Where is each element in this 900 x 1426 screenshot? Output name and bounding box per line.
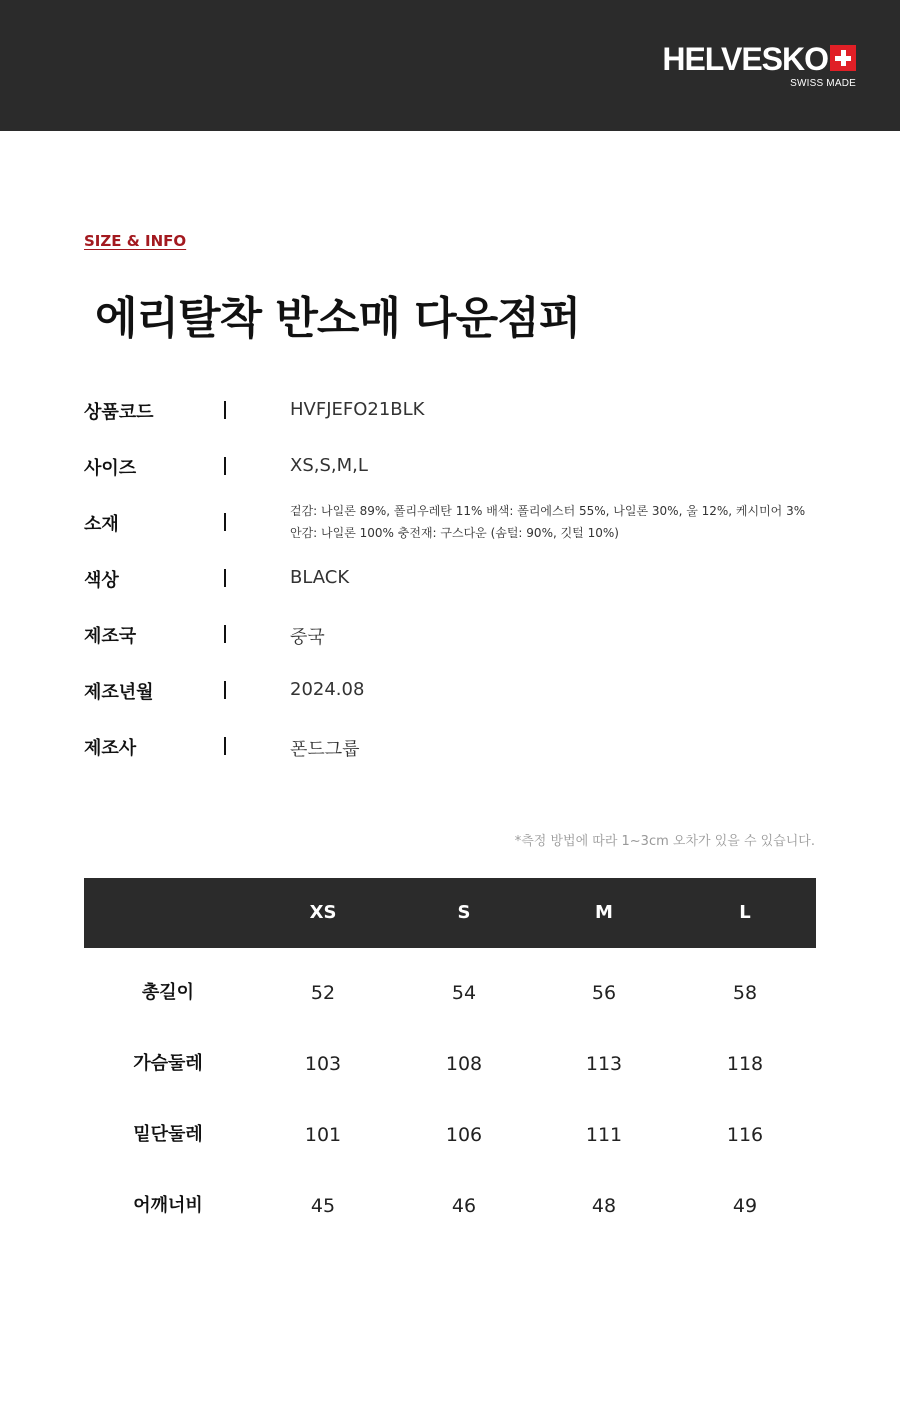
info-label: 소재 [84, 514, 119, 535]
size-row-label: 어깨너비 [133, 1195, 203, 1216]
info-row-date [0, 674, 900, 714]
size-cell: 116 [726, 1124, 764, 1146]
size-row-label: 총길이 [141, 982, 195, 1003]
info-value-material [290, 500, 805, 544]
info-divider [224, 569, 226, 587]
size-table-row [84, 1186, 816, 1226]
info-label: 사이즈 [84, 458, 137, 479]
info-divider [224, 737, 226, 755]
info-label: 제조사 [84, 738, 137, 759]
size-cell: 49 [732, 1195, 758, 1217]
info-row-color [0, 562, 900, 602]
size-cell: 52 [310, 982, 336, 1004]
size-cell: 58 [732, 982, 758, 1004]
material-line: 안감: 나일론 100% 충전재: 구스다운 (솜털: 90%, 깃털 10%) [290, 526, 619, 540]
size-col-header: S [457, 902, 471, 923]
size-table-row [84, 1044, 816, 1084]
size-cell: 54 [451, 982, 477, 1004]
size-col-header: L [739, 902, 751, 923]
info-row-size [0, 450, 900, 490]
info-label: 제조국 [84, 626, 137, 647]
brand-tagline: SWISS MADE [790, 78, 856, 89]
brand-name: HELVESKO [662, 41, 828, 77]
brand-logo [662, 41, 856, 90]
info-value: 중국 [290, 627, 325, 648]
info-divider [224, 681, 226, 699]
size-cell: 101 [304, 1124, 342, 1146]
swiss-cross-icon [830, 45, 856, 71]
size-row-label: 가슴둘레 [133, 1053, 203, 1074]
size-table-row [84, 1115, 816, 1155]
section-tag: SIZE & INFO [84, 232, 187, 250]
info-divider [224, 401, 226, 419]
info-value: 폰드그룹 [290, 739, 360, 760]
info-label: 상품코드 [84, 402, 154, 423]
size-table-header [84, 878, 816, 948]
size-cell: 118 [726, 1053, 764, 1075]
size-table-row [84, 973, 816, 1013]
size-cell: 108 [445, 1053, 483, 1075]
info-value: HVFJEFO21BLK [290, 399, 425, 420]
size-cell: 106 [445, 1124, 483, 1146]
product-title: 에리탈착 반소매 다운점퍼 [95, 293, 581, 344]
size-cell: 56 [591, 982, 617, 1004]
size-note: *측정 방법에 따라 1~3cm 오차가 있을 수 있습니다. [514, 834, 815, 849]
header-bar [0, 0, 900, 131]
info-row-country [0, 618, 900, 658]
size-cell: 111 [585, 1124, 623, 1146]
info-label: 제조년월 [84, 682, 154, 703]
size-row-label: 밑단둘레 [133, 1124, 203, 1145]
material-line: 겉감: 나일론 89%, 폴리우레탄 11% 배색: 폴리에스터 55%, 나일론 30%, 울 12%, 케시미어 3% [290, 504, 806, 518]
info-value: BLACK [290, 567, 350, 588]
info-row-maker [0, 730, 900, 770]
size-col-header: XS [309, 902, 337, 923]
size-cell: 103 [304, 1053, 342, 1075]
size-cell: 46 [451, 1195, 477, 1217]
size-cell: 48 [591, 1195, 617, 1217]
info-value: 2024.08 [290, 679, 365, 700]
size-cell: 45 [310, 1195, 336, 1217]
info-divider [224, 513, 226, 531]
info-label: 색상 [84, 570, 119, 591]
size-cell: 113 [585, 1053, 623, 1075]
info-row-material [0, 500, 900, 548]
size-col-header: M [595, 902, 613, 923]
info-divider [224, 457, 226, 475]
info-divider [224, 625, 226, 643]
info-value: XS,S,M,L [290, 455, 368, 476]
info-row-code [0, 394, 900, 434]
